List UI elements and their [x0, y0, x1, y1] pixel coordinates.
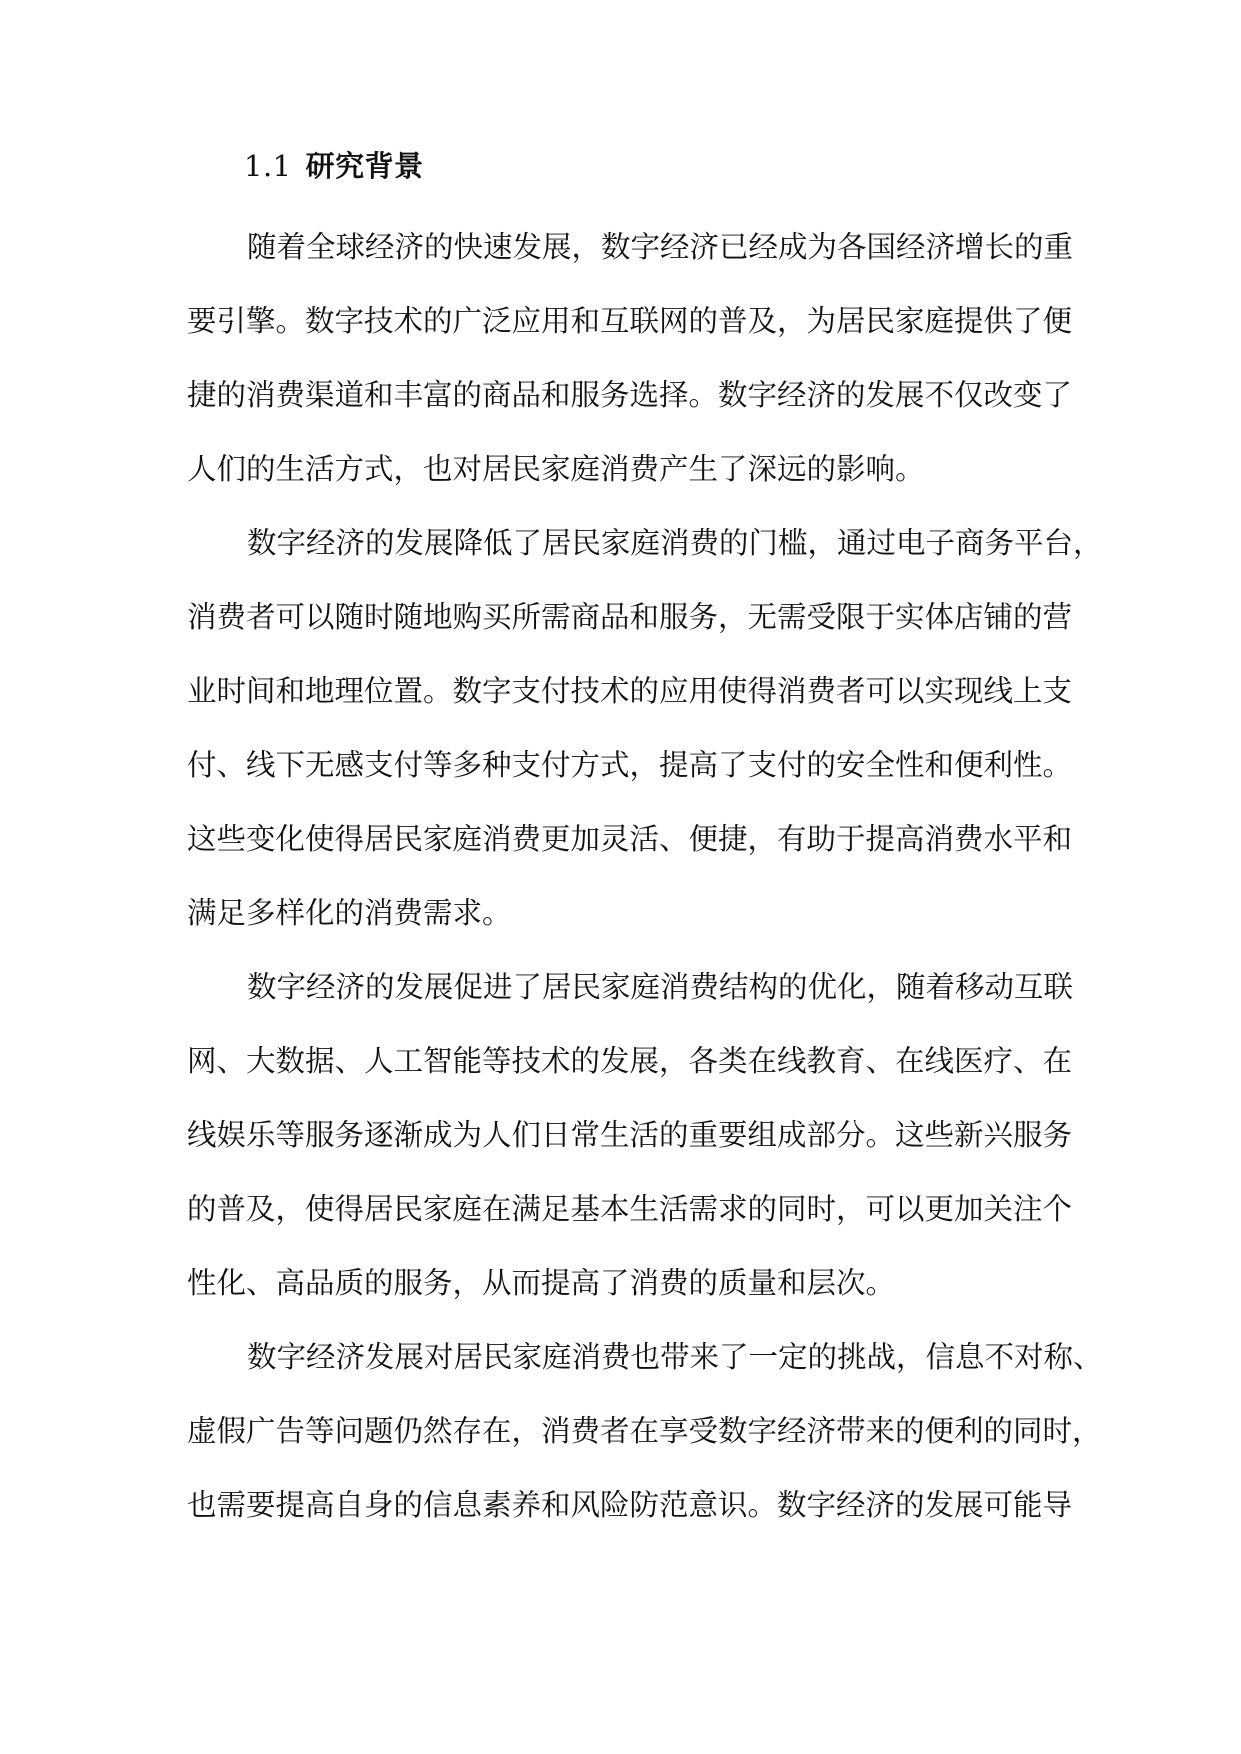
text-line: 要引擎。数字技术的广泛应用和互联网的普及，为居民家庭提供了便 [187, 304, 1073, 338]
text-line: 捷的消费渠道和丰富的商品和服务选择。数字经济的发展不仅改变了 [187, 378, 1073, 412]
text-line: 满足多样化的消费需求。 [187, 896, 512, 930]
text-line: 这些变化使得居民家庭消费更加灵活、便捷，有助于提高消费水平和 [187, 822, 1073, 856]
text-line: 业时间和地理位置。数字支付技术的应用使得消费者可以实现线上支 [187, 674, 1073, 708]
text-line: 人们的生活方式，也对居民家庭消费产生了深远的影响。 [187, 452, 925, 486]
text-line: 随着全球经济的快速发展，数字经济已经成为各国经济增长的重 [247, 230, 1074, 264]
section-title: 研究背景 [305, 149, 424, 183]
body-text [187, 225, 1103, 1557]
text-line: 线娱乐等服务逐渐成为人们日常生活的重要组成部分。这些新兴服务 [187, 1118, 1073, 1152]
text-line: 数字经济发展对居民家庭消费也带来了一定的挑战，信息不对称、 [247, 1340, 1103, 1374]
text-line: 虚假广告等问题仍然存在，消费者在享受数字经济带来的便利的同时， [187, 1414, 1102, 1448]
text-line: 网、大数据、人工智能等技术的发展，各类在线教育、在线医疗、在 [187, 1044, 1073, 1078]
text-line: 消费者可以随时随地购买所需商品和服务，无需受限于实体店铺的营 [187, 600, 1073, 634]
paragraph-4 [187, 1335, 1103, 1557]
paragraph-1 [187, 225, 1074, 521]
section-number: 1.1 [244, 149, 292, 183]
text-line: 性化、高品质的服务，从而提高了消费的质量和层次。 [187, 1266, 896, 1300]
text-line: 也需要提高自身的信息素养和风险防范意识。数字经济的发展可能导 [187, 1488, 1073, 1522]
text-line: 数字经济的发展促进了居民家庭消费结构的优化，随着移动互联 [247, 970, 1074, 1004]
text-line: 数字经济的发展降低了居民家庭消费的门槛，通过电子商务平台， [247, 526, 1103, 560]
text-line: 的普及，使得居民家庭在满足基本生活需求的同时，可以更加关注个 [187, 1192, 1073, 1226]
section-heading [244, 146, 424, 186]
paragraph-2 [187, 521, 1103, 965]
text-line: 付、线下无感支付等多种支付方式，提高了支付的安全性和便利性。 [187, 748, 1073, 782]
paragraph-3 [187, 965, 1074, 1335]
